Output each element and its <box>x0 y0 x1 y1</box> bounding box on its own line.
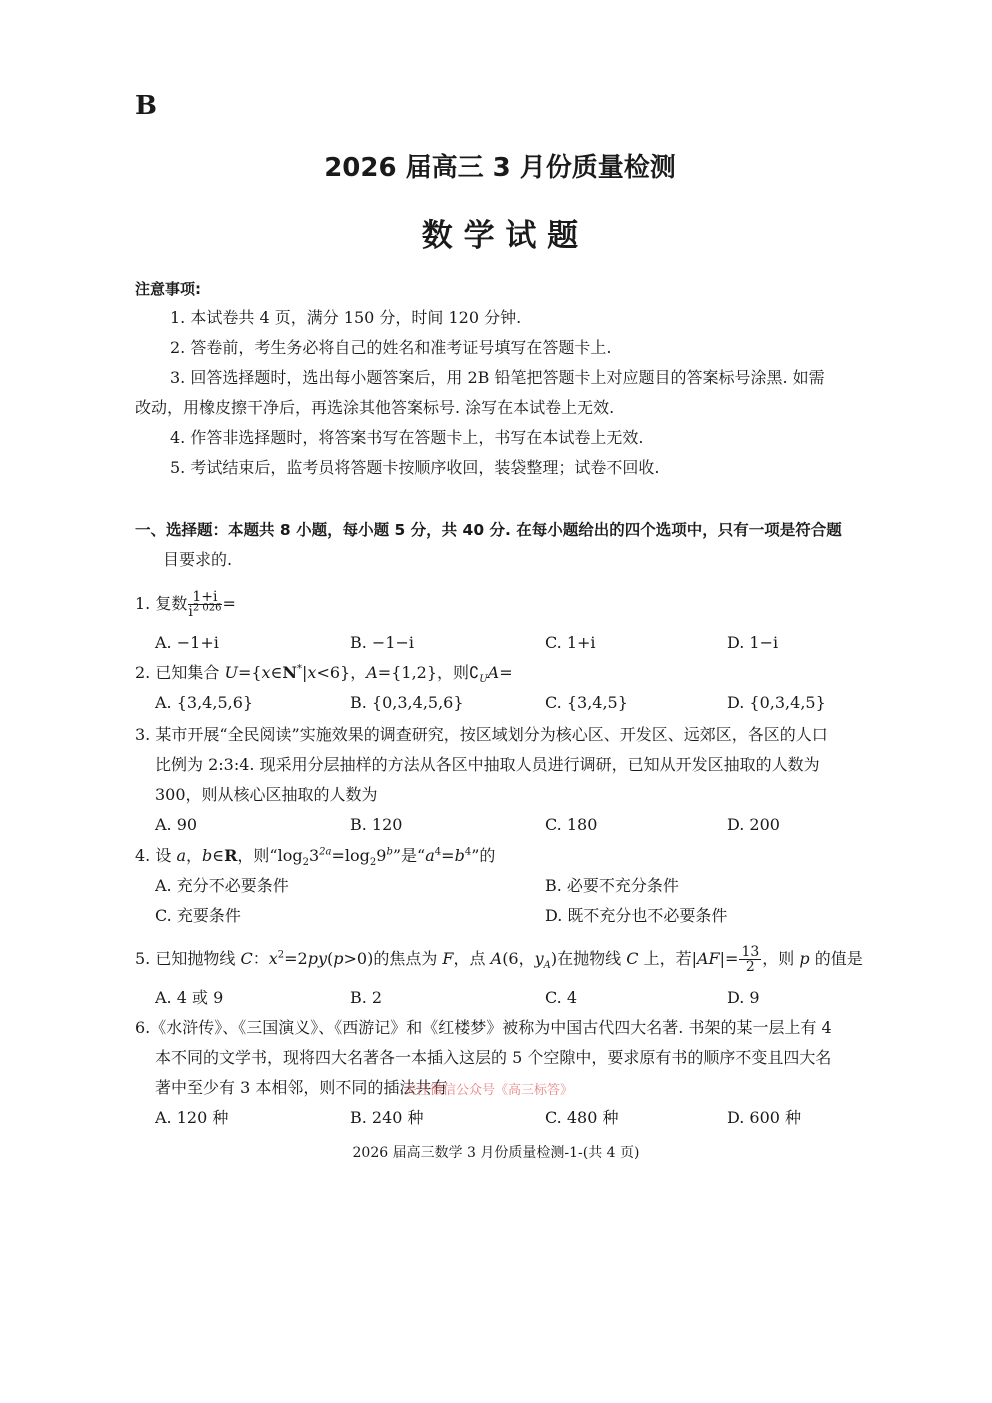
exam-title: 2026 届高三 3 月份质量检测 <box>324 153 676 183</box>
exam-subtitle: 数 学 试 题 <box>421 218 579 254</box>
notice-item: 5. 考试结束后，监考员将答题卡按顺序收回，装袋整理；试卷不回收. <box>170 458 660 477</box>
option-c[interactable]: C. 480 种 <box>545 1108 619 1127</box>
q-part: * <box>297 663 303 675</box>
option-a[interactable]: A. −1+i <box>155 633 219 652</box>
question-5 <box>135 945 863 974</box>
question-6-cont: 本不同的文学书，现将四大名著各一本插入这层的 5 个空隙中，要求原有书的顺序不变且四大名 <box>155 1048 832 1067</box>
q-num: 4. <box>135 846 156 865</box>
q-part: ={1,2}，则∁ <box>377 663 480 682</box>
q-part: A <box>487 663 500 682</box>
q-part: a <box>176 846 186 865</box>
q-part: 2 <box>302 857 309 869</box>
numerator: 13 <box>741 944 760 960</box>
q-part: R <box>224 846 238 865</box>
option-a[interactable]: A. 4 或 9 <box>155 988 224 1007</box>
watermark: 关注微信公众号《高三标答》 <box>404 1083 574 1098</box>
option-b[interactable]: B. 120 <box>350 815 403 834</box>
q-num: 2. <box>135 663 156 682</box>
option-c[interactable]: C. 180 <box>545 815 598 834</box>
q-part: p <box>333 949 344 968</box>
q-num: 5. <box>135 949 156 968</box>
option-c[interactable]: C. 充要条件 <box>155 906 241 925</box>
option-d[interactable]: D. 9 <box>727 988 760 1007</box>
question-2 <box>135 663 513 686</box>
option-c[interactable]: C. 4 <box>545 988 578 1007</box>
q-part: 2a <box>319 846 332 858</box>
section-heading: 一、选择题：本题共 8 小题，每小题 5 分，共 40 分. 在每小题给出的四个选项中，只有一项是符合题 <box>135 521 842 539</box>
option-d[interactable]: D. 600 种 <box>727 1108 802 1127</box>
den-base: i <box>188 604 193 620</box>
q-part: F <box>442 949 454 968</box>
den-exp: 2 026 <box>192 602 222 614</box>
notice-item: 2. 答卷前，考生务必将自己的姓名和准考证号填写在答题卡上. <box>170 338 612 357</box>
q-part: b <box>386 846 393 858</box>
q-part: U <box>224 663 238 682</box>
notice-item: 1. 本试卷共 4 页，满分 150 分，时间 120 分钟. <box>170 308 522 327</box>
q-part: C <box>626 949 639 968</box>
option-b[interactable]: B. 必要不充分条件 <box>545 876 679 895</box>
page-footer: 2026 届高三数学 3 月份质量检测-1-(共 4 页) <box>352 1145 640 1161</box>
q-part: >0)的焦点为 <box>343 949 443 968</box>
q-part: 9 <box>376 846 387 865</box>
q-part: A <box>366 663 378 682</box>
q-part: b <box>454 846 465 865</box>
q-part: (6， <box>502 949 535 968</box>
question-3: 3. 某市开展“全民阅读”实施效果的调查研究，按区域划分为核心区、开发区、远郊区，各区的人口 <box>135 725 828 744</box>
option-d[interactable]: D. 1−i <box>727 633 779 652</box>
option-d[interactable]: D. 200 <box>727 815 780 834</box>
fraction <box>188 590 221 619</box>
q-part: 已知集合 <box>155 663 225 682</box>
option-b[interactable]: B. 240 种 <box>350 1108 424 1127</box>
q-part: 上，若| <box>638 949 697 968</box>
q-part: A <box>543 960 551 972</box>
q-part: 2 <box>369 857 377 869</box>
option-d[interactable]: D. {0,3,4,5} <box>727 693 826 712</box>
fraction <box>739 945 761 974</box>
q-tail: = <box>222 594 236 613</box>
q-num: 1. <box>135 594 156 613</box>
q-part: ，则“log <box>237 846 303 865</box>
option-b[interactable]: B. {0,3,4,5,6} <box>350 693 464 712</box>
option-c[interactable]: C. {3,4,5} <box>545 693 628 712</box>
denominator <box>188 602 222 620</box>
section-heading-cont: 目要求的. <box>163 550 233 569</box>
option-a[interactable]: A. {3,4,5,6} <box>155 693 254 712</box>
q-part: a <box>425 846 435 865</box>
q-part: x <box>268 949 278 968</box>
question-6-cont: 著中至少有 3 本相邻，则不同的插法共有 <box>155 1078 448 1097</box>
q-part: y <box>534 949 544 968</box>
option-a[interactable]: A. 120 种 <box>155 1108 229 1127</box>
q-part: ”是“ <box>392 846 426 865</box>
q-part: <6}， <box>316 663 367 682</box>
q-part: 4 <box>434 846 442 858</box>
q-part: 的值是 <box>809 949 863 968</box>
q-part: AF <box>696 949 720 968</box>
q-part: )在抛物线 <box>550 949 627 968</box>
q-part: A <box>490 949 503 968</box>
q-part: = <box>499 663 513 682</box>
option-c[interactable]: C. 1+i <box>545 633 596 652</box>
notice-item: 改动，用橡皮擦干净后，再选涂其他答案标号. 涂写在本试卷上无效. <box>135 398 615 417</box>
q-part: C <box>240 949 253 968</box>
q-part: 设 <box>155 846 177 865</box>
question-6: 6.《水浒传》、《三国演义》、《西游记》和《红楼梦》被称为中国古代四大名著. 书架的某一层上有 4 <box>135 1018 832 1037</box>
option-d[interactable]: D. 既不充分也不必要条件 <box>545 906 728 925</box>
q-part: ”的 <box>471 846 496 865</box>
q-part: ∈ <box>212 846 225 865</box>
question-3-cont: 比例为 2:3:4. 现采用分层抽样的方法从各区中抽取人员进行调研，已知从开发区抽取的人数为 <box>155 755 820 774</box>
q-part: b <box>202 846 213 865</box>
q-part: |= <box>719 949 739 968</box>
q-part: ，则 <box>762 949 800 968</box>
q-text: 复数 <box>155 594 188 613</box>
option-a[interactable]: A. 充分不必要条件 <box>155 876 289 895</box>
option-b[interactable]: B. −1−i <box>350 633 415 652</box>
option-b[interactable]: B. 2 <box>350 988 383 1007</box>
question-1 <box>135 590 236 619</box>
question-4 <box>135 846 496 869</box>
q-part: =2 <box>284 949 308 968</box>
option-a[interactable]: A. 90 <box>155 815 198 834</box>
question-3-cont: 300，则从核心区抽取的人数为 <box>155 785 378 804</box>
q-part: ， <box>186 846 203 865</box>
q-part: =log <box>331 846 370 865</box>
q-part: 4 <box>464 846 472 858</box>
notice-item: 3. 回答选择题时，选出每小题答案后，用 2B 铅笔把答题卡上对应题目的答案标号涂黑. 如需 <box>170 368 825 387</box>
q-part: ，点 <box>453 949 491 968</box>
q-part: 3 <box>308 846 320 865</box>
q-part: ∈ <box>270 663 283 682</box>
notice-item: 4. 作答非选择题时，将答案书写在答题卡上，书写在本试卷上无效. <box>170 428 644 447</box>
q-part: x <box>261 663 271 682</box>
q-part: N <box>282 663 298 682</box>
q-part: ={ <box>237 663 262 682</box>
paper-version: B <box>135 91 157 121</box>
q-part: = <box>441 846 455 865</box>
q-part: | <box>302 663 308 682</box>
q-part: U <box>479 674 488 686</box>
q-part: ( <box>327 949 334 968</box>
notice-heading: 注意事项: <box>135 280 201 298</box>
numerator: 1+i <box>188 590 221 605</box>
denominator: 2 <box>745 959 755 975</box>
q-part: py <box>307 949 327 968</box>
q-part: ： <box>252 949 269 968</box>
q-part: 已知抛物线 <box>155 949 241 968</box>
q-part: 2 <box>277 949 285 961</box>
q-part: p <box>799 949 810 968</box>
q-part: x <box>307 663 317 682</box>
